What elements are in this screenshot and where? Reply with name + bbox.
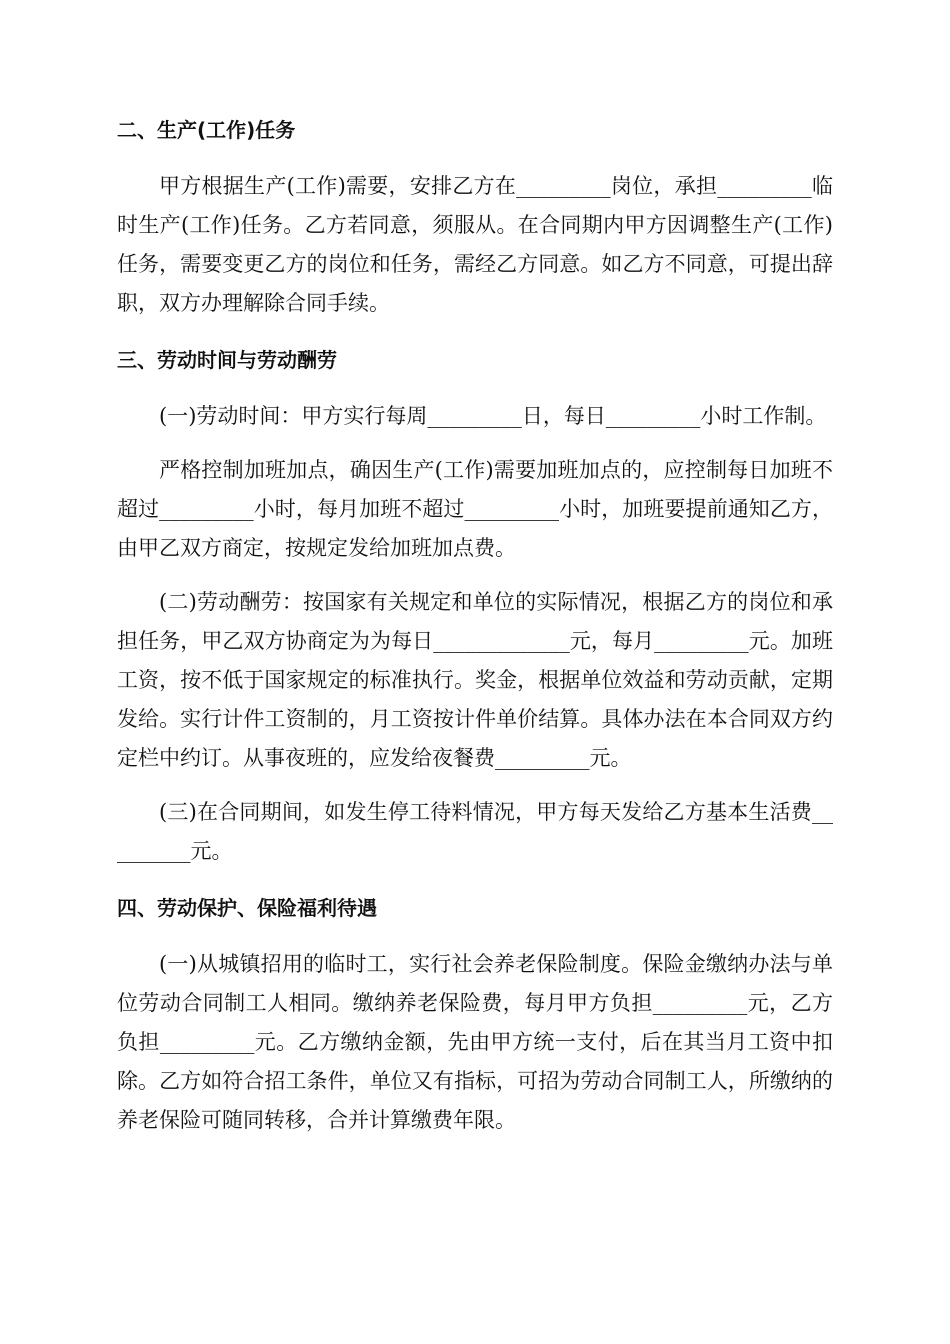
section-heading-work-tasks: 二、生产(工作)任务 — [117, 118, 296, 142]
document-body — [117, 108, 833, 1155]
paragraph-remuneration: (二)劳动酬劳：按国家有关规定和单位的实际情况，根据乙方的岗位和承担任务，甲乙双方协商定为为每日_____________元，每月_________元。加班工资，按不低于国家规定的标准执行。奖金，根据单位效益和劳动贡献，定期发给。实行计件工资制的，月工资按计件单价结算。具体办法在本合同双方约定栏中约订。从事夜班的，应发给夜餐费_________元。 — [117, 590, 833, 770]
paragraph-working-hours: (一)劳动时间：甲方实行每周_________日，每日_________小时工作制。 — [159, 404, 827, 428]
paragraph-work-tasks: 甲方根据生产(工作)需要，安排乙方在_________岗位，承担_________临时生产(工作)任务。乙方若同意，须服从。在合同期内甲方因调整生产(工作)任务，需要变更乙方的岗位和任务，需经乙方同意。如乙方不同意，可提出辞职，双方办理解除合同手续。 — [117, 174, 833, 315]
section-heading-protection-insurance: 四、劳动保护、保险福利待遇 — [117, 896, 377, 920]
paragraph-work-stoppage: (三)在合同期间，如发生停工待料情况，甲方每天发给乙方基本生活费_________元。 — [117, 800, 833, 863]
paragraph-pension-insurance: (一)从城镇招用的临时工，实行社会养老保险制度。保险金缴纳办法与单位劳动合同制工人相同。缴纳养老保险费，每月甲方负担_________元，乙方负担_________元。乙方缴纳金额，先由甲方统一支付，后在其当月工资中扣除。乙方如符合招工条件，单位又有指标，可招为劳动合同制工人，所缴纳的养老保险可随同转移，合并计算缴费年限。 — [117, 952, 833, 1132]
paragraph-overtime: 严格控制加班加点，确因生产(工作)需要加班加点的，应控制每日加班不超过_________小时，每月加班不超过_________小时，加班要提前通知乙方，由甲乙双方商定，按规定发给加班加点费。 — [117, 458, 833, 560]
section-heading-working-hours-pay: 三、劳动时间与劳动酬劳 — [117, 348, 337, 372]
